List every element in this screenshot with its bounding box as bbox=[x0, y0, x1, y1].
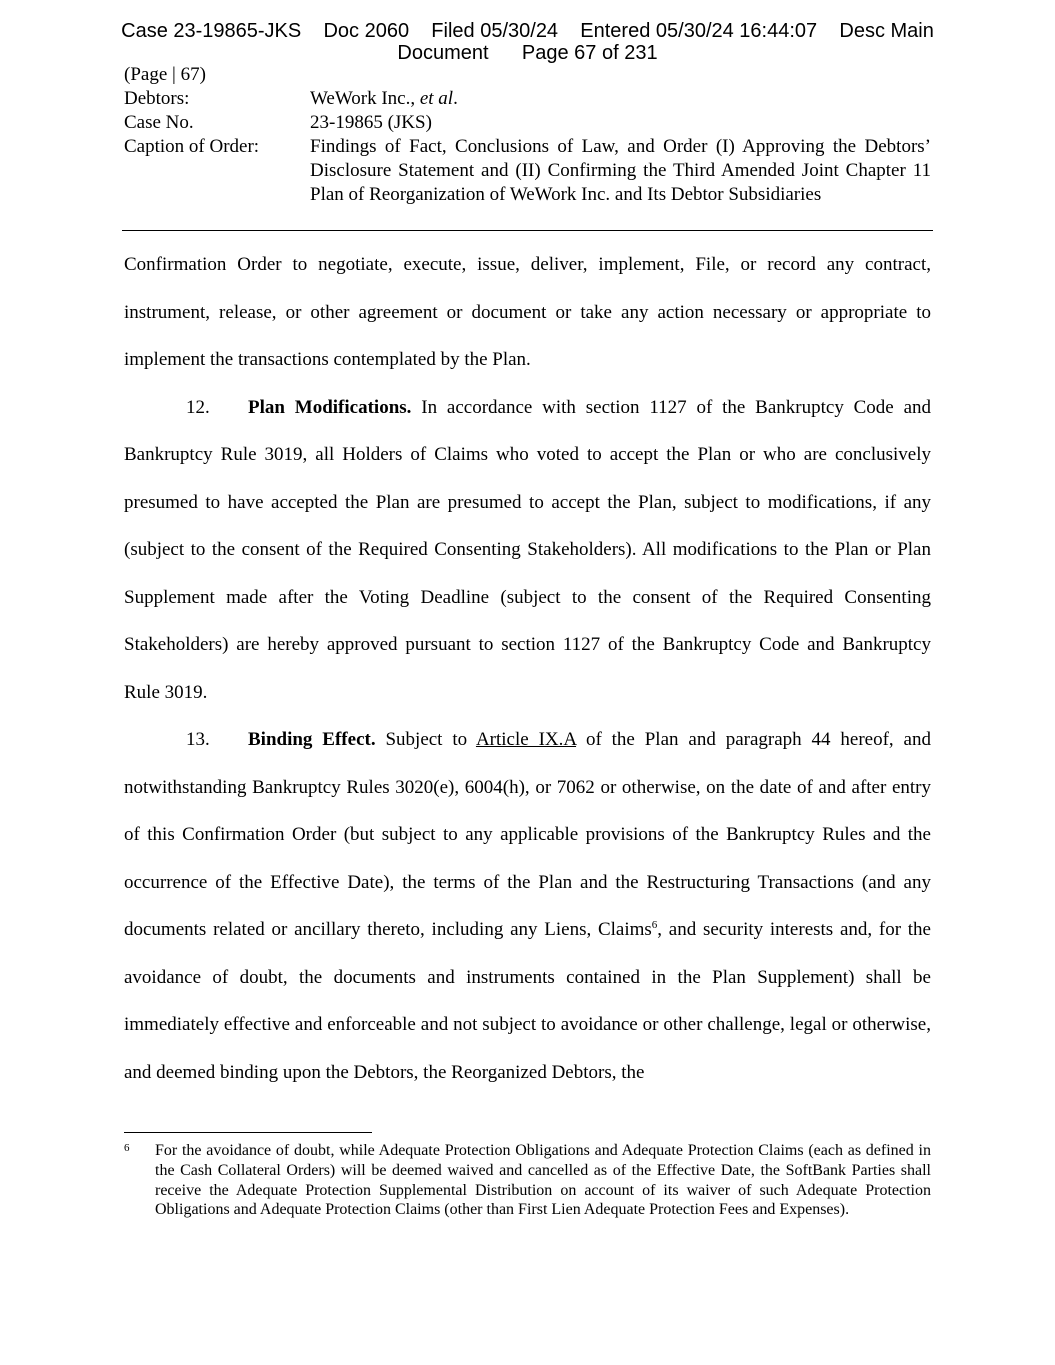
footnote-text: For the avoidance of doubt, while Adequate Protection Obligations and Adequate Protection Claims (each as defined in the Cash Collateral Orders) will be deemed waived and cancelled as of the Effective Date, the SoftBank Parties shall receive the Adequate Protection Supplemental Distribution on account of its waiver of such Adequate Protection Obligations and Adequate Protection Claims (other than First Lien Adequate Protection Fees and Expenses). bbox=[155, 1142, 931, 1219]
paragraph-continued: Confirmation Order to negotiate, execute, issue, deliver, implement, File, or record any contract, instrument, release, or other agreement or document or take any action necessary or appropriate to implement the transactions contemplated by the Plan. bbox=[124, 254, 931, 370]
caption-label: Caption of Order: bbox=[124, 136, 260, 157]
paragraph-13-heading: Binding Effect. bbox=[248, 729, 376, 750]
caption-title-row bbox=[124, 135, 931, 207]
paragraph-12-number: 12. bbox=[186, 396, 210, 418]
footnote-mark: 6 bbox=[124, 1142, 130, 1154]
case-label: Case No. bbox=[124, 112, 194, 133]
order-caption bbox=[124, 63, 931, 207]
caption-value: Findings of Fact, Conclusions of Law, and Order (I) Approving the Debtors’ Disclosure Statement and (II) Confirming the Third Amended Joint Chapter 11 Plan of Reorganization of WeWork Inc. and Its Debtor Subsidiaries bbox=[310, 136, 931, 205]
footnote-reference: 6 bbox=[651, 919, 658, 931]
debtors-label: Debtors: bbox=[124, 88, 190, 109]
paragraph-12-heading: Plan Modifications. bbox=[248, 396, 412, 418]
caption-page-row bbox=[124, 63, 931, 87]
case-value: 23-19865 (JKS) bbox=[310, 112, 432, 133]
paragraph-13-number: 13. bbox=[186, 729, 210, 750]
stamp-line-2: Document Page 67 of 231 bbox=[397, 42, 658, 64]
paragraph-12 bbox=[124, 384, 931, 717]
document-body bbox=[124, 241, 931, 1096]
paragraph-13: 13. Binding Effect. Subject to Article IX.A of the Plan and paragraph 44 hereof, and notwithstanding Bankruptcy Rules 3020(e), 6004(h), or 7062 or otherwise, on the date of and after entry of this Confirmation Order (but subject to any applicable provisions of the Bankruptcy Rules and the occurrence of the Effective Date), the terms of the Plan and the Restructuring Transactions (and any documents related or ancillary thereto, including any Liens, Claims$^6$, and security interests and, for the avoidance of doubt, the documents and instruments contained in the Plan Supplement) shall be immediately effective and enforceable and not subject to avoidance or other challenge, legal or otherwise, and deemed binding upon the Debtors, the Reorganized Debtors, the bbox=[124, 716, 931, 1096]
stamp-line-1: Case 23-19865-JKS Doc 2060 Filed 05/30/24 Entered 05/30/24 16:44:07 Desc Main bbox=[121, 20, 934, 42]
caption-debtors-row bbox=[124, 87, 931, 111]
caption-case-row bbox=[124, 111, 931, 135]
article-ix-a-reference: Article IX.A bbox=[475, 729, 577, 750]
footnote-divider bbox=[124, 1132, 372, 1133]
debtors-value: WeWork Inc., et al. bbox=[310, 88, 458, 109]
page-indicator: (Page | 67) bbox=[124, 64, 206, 85]
paragraph-12-text: In accordance with section 1127 of the Bankruptcy Code and Bankruptcy Rule 3019, all Holders of Claims who voted to accept the Plan or who are conclusively presumed to have accepted the Plan are presumed to accept the Plan, subject to modifications, if any (subject to the consent of the Required Consenting Stakeholders). All modifications to the Plan or Plan Supplement made after the Voting Deadline (subject to the consent of the Required Consenting Stakeholders) are hereby approved pursuant to section 1127 of the Bankruptcy Code and Bankruptcy Rule 3019. bbox=[124, 396, 931, 703]
court-filing-stamp bbox=[0, 20, 1055, 64]
caption-divider bbox=[122, 230, 933, 231]
footnote-6 bbox=[124, 1141, 931, 1220]
